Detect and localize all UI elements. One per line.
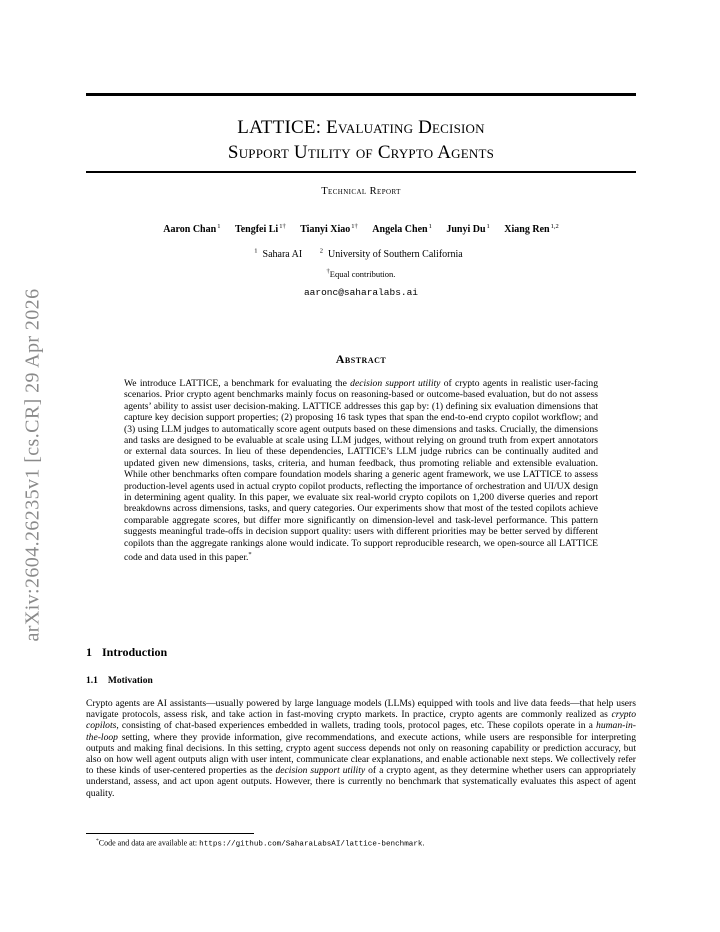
footnote-rule xyxy=(86,833,254,834)
body-paragraph: Crypto agents are AI assistants—usually powered by large language models (LLMs) equipped with tools and live data feeds—that help users navigate protocols, assess risk, and take action in fast-moving crypto markets. In practice, crypto agents are commonly realized as crypto copilots, consisting of chat-based experiences embedded in wallets, trading tools, protocol pages, etc. These copilots operate in a human-in-the-loop setting, where they provide information, give recommendations, and execute actions, while users are responsible for interpreting outputs and making final decisions. In this setting, crypto agent success depends not only on reasoning capability or prediction accuracy, but also on how well agent outputs align with user intent, communicate clear explanations, and enable actionable next steps. We collectively refer to these kinds of user-centered properties as the decision support utility of a crypto agent, as they determine whether users can appropriately understand, assess, and act upon agent outputs. However, there is currently no benchmark that systematically evaluates this aspect of agent quality. xyxy=(86,698,636,799)
affiliation: $^1$ Sahara AI xyxy=(254,248,303,261)
author-list xyxy=(86,223,636,235)
subsection-heading: 1.1 Motivation xyxy=(86,676,153,686)
footnote: *Code and data are available at: https://github.com/SaharaLabsAI/lattice-benchmark. xyxy=(96,838,425,849)
abstract-text: We introduce LATTICE, a benchmark for evaluating the decision support utility of crypto agents in realistic user-facing scenarios. Prior crypto agent benchmarks mainly focus on reasoning-based or outcome-based evaluation, but do not assess agents’ ability to assist user decision-making. LATTICE addresses this gap by: (1) defining six evaluation dimensions that capture key decision support properties; (2) proposing 16 task types that span the end-to-end crypto copilot workflow; and (3) using LLM judges to automatically score agent outputs based on these dimensions and tasks. Crucially, the dimensions and tasks are designed to be evaluable at scale using LLM judges, without relying on ground truth from expert annotators or external data sources. In lieu of these dependencies, LATTICE’s LLM judge rubrics can be continually audited and updated given new dimensions, tasks, criteria, and human feedback, thus promoting reliable and extensible evaluation. While other benchmarks often compare foundation models sharing a generic agent framework, we use LATTICE to assess production-level agents used in actual crypto copilot products, reflecting the importance of orchestration and UI/UX design in determining agent quality. In this paper, we evaluate six real-world crypto copilots on 1,200 diverse queries and report breakdowns across dimensions, tasks, and query categories. Our experiments show that most of the tested copilots achieve comparable aggregate scores, but differ more significantly on dimension-level and task-level performance. This pattern suggests meaningful trade-offs in decision support quality: users with different priorities may be better served by different copilots than the aggregate rankings alone would indicate. To support reproducible research, we open-source all LATTICE code and data used in this paper.* xyxy=(124,378,598,564)
paper-title-line-2: Support Utility of Crypto Agents xyxy=(227,142,495,163)
author: Tianyi Xiao$^{1\dagger}$ xyxy=(300,223,358,236)
abstract-heading: Abstract xyxy=(335,352,387,366)
paper-title xyxy=(86,115,636,165)
author: Xiang Ren$^{1,2}$ xyxy=(504,223,559,236)
author: Junyi Du$^1$ xyxy=(446,223,490,236)
affiliations xyxy=(86,248,636,260)
arxiv-identifier-text: arXiv:2604.26235v1 [cs.CR] 29 Apr 2026 xyxy=(21,288,44,642)
author: Angela Chen$^1$ xyxy=(372,223,432,236)
title-bottom-rule xyxy=(86,171,636,173)
section-heading: 1 Introduction xyxy=(86,645,168,659)
author: Aaron Chan$^1$ xyxy=(163,223,221,236)
repository-link[interactable]: https://github.com/SaharaLabsAI/lattice-benchmark xyxy=(199,840,423,849)
report-type: Technical Report xyxy=(321,186,401,197)
equal-contribution-note: †Equal contribution. xyxy=(326,268,396,279)
footnote-marker[interactable]: * xyxy=(248,551,252,559)
title-top-rule xyxy=(86,93,636,96)
paper-title-line-1: LATTICE: Evaluating Decision xyxy=(237,117,485,138)
author: Tengfei $Li^{1\dagger}$ xyxy=(234,223,286,236)
affiliation: $^2$ University of Southern California xyxy=(319,248,463,261)
contact-email[interactable]: aaronc@saharalabs.ai xyxy=(303,287,419,298)
